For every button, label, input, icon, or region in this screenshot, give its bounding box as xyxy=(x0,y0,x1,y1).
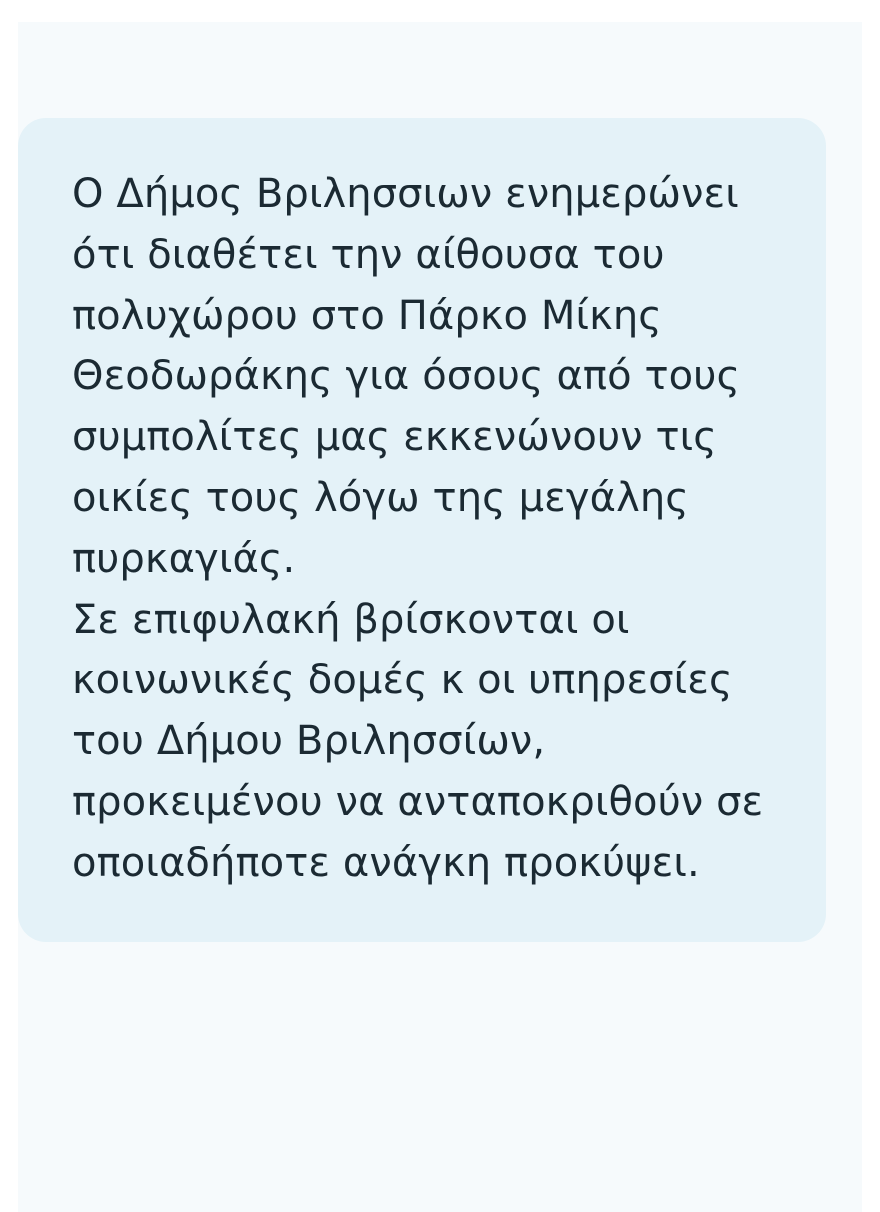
message-bubble-incoming[interactable] xyxy=(18,118,826,942)
status-bar-area xyxy=(0,0,880,22)
right-edge-margin xyxy=(862,0,880,1212)
message-text: Ο Δήμος Βριλησσιων ενημερώνει ότι διαθέτει την αίθουσα του πολυχώρου στο Πάρκο Μίκης Θεοδωράκης για όσους από τους συμπολίτες μας εκκενώνουν τις οικίες τους λόγω της μεγάλης πυρκαγιάς. Σε επιφυλακή βρίσκονται οι κοινωνικές δομές κ οι υπηρεσίες του Δήμου Βριλησσίων, προκειμένου να ανταποκριθούν σε οποιαδήποτε ανάγκη προκύψει. xyxy=(72,171,764,886)
left-edge-margin xyxy=(0,0,18,1212)
message-list xyxy=(18,118,826,942)
